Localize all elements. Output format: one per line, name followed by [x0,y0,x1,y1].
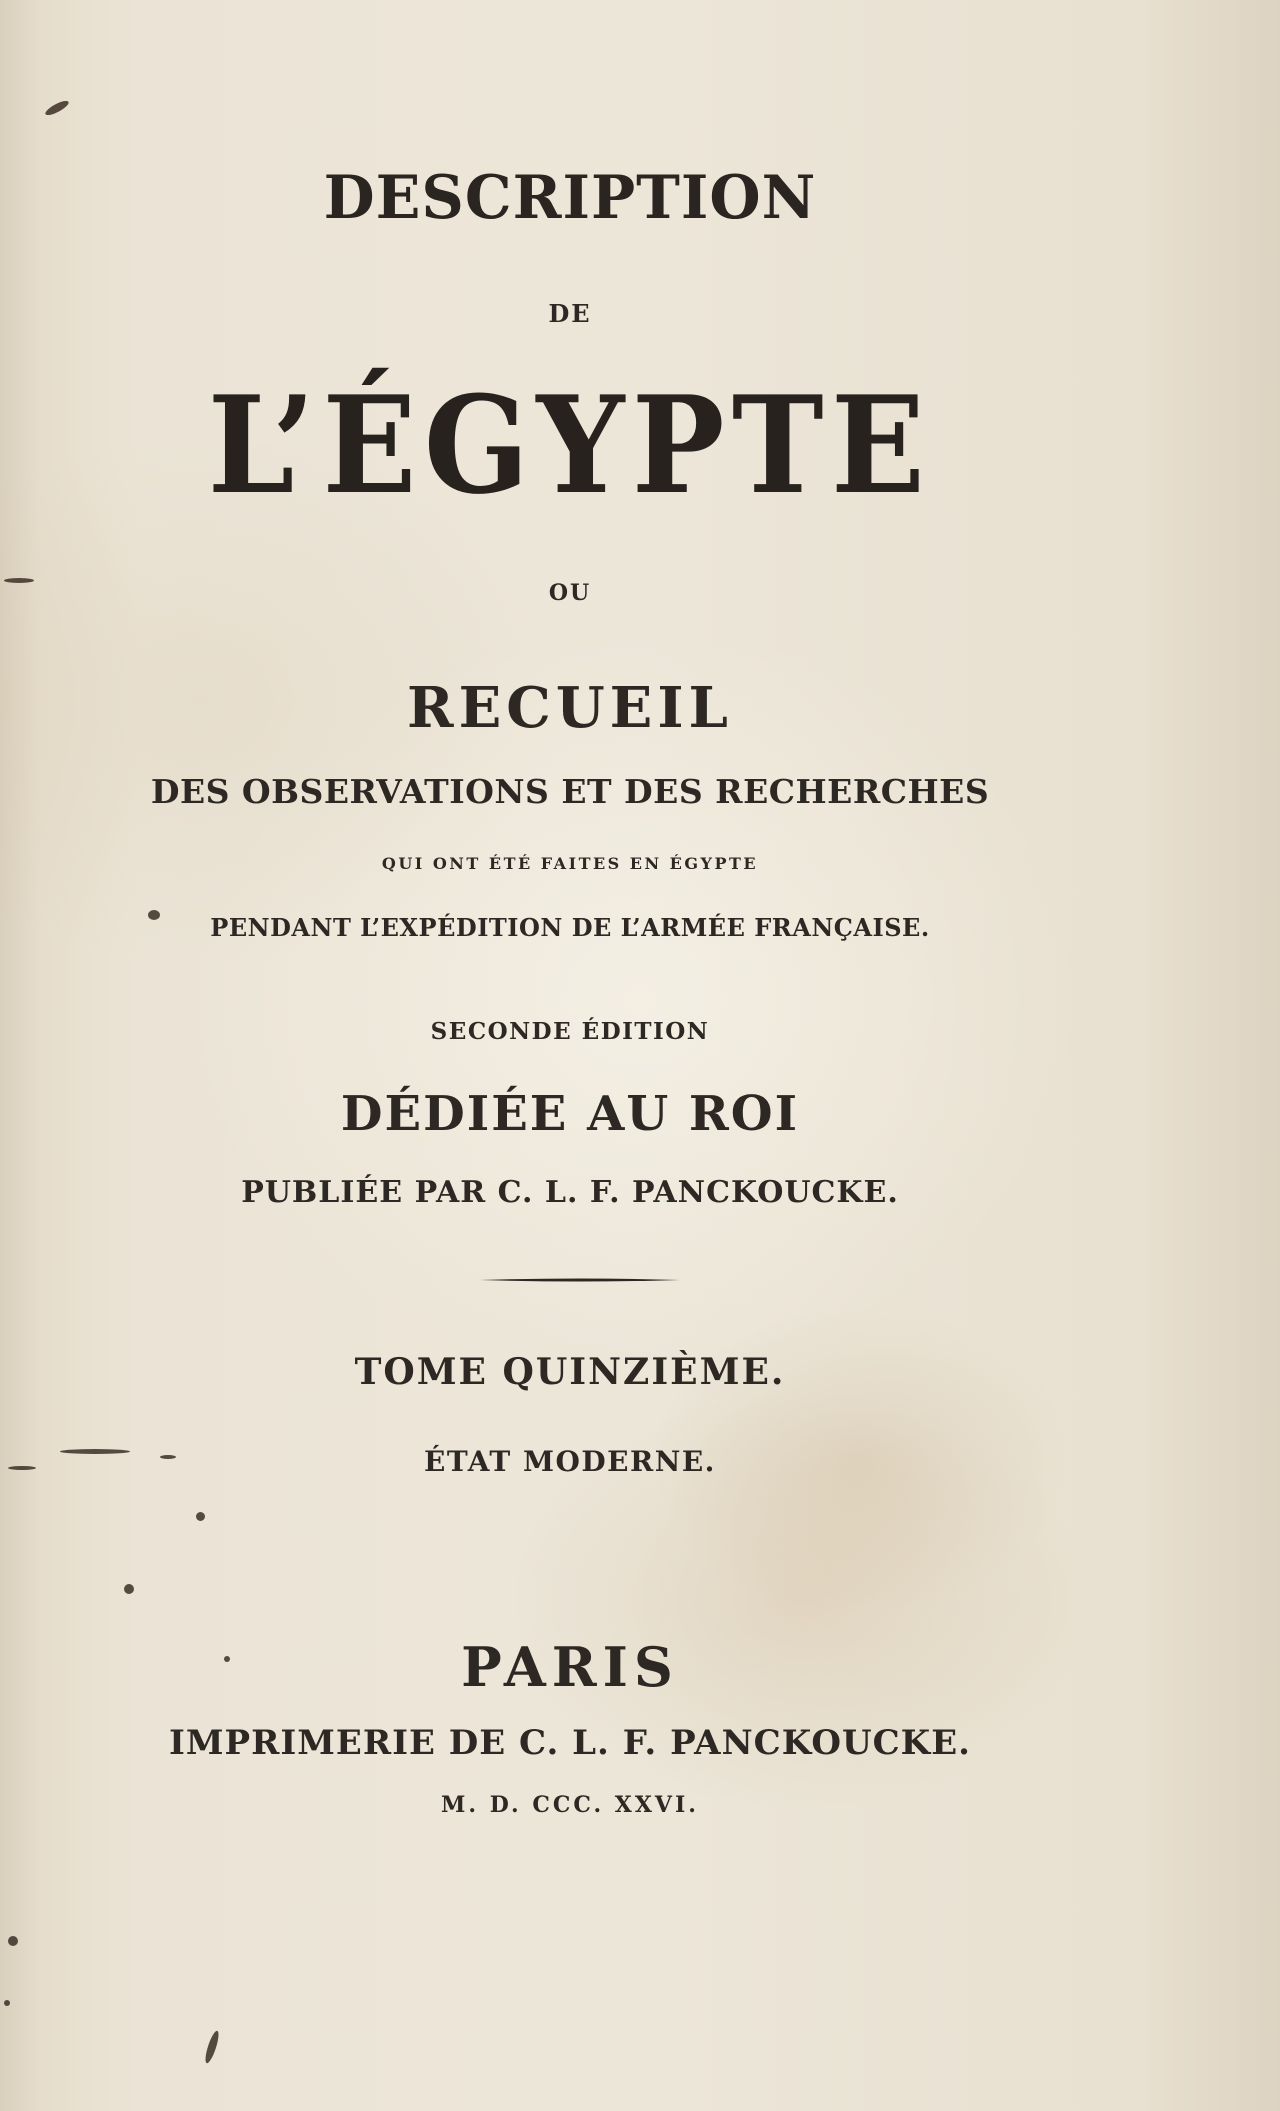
ink-spot [148,910,160,920]
volume-number: TOME QUINZIÈME. [354,1351,786,1393]
ink-spot [203,2030,221,2065]
title-connector-de: DE [548,299,592,328]
imprint-printer: IMPRIMERIE DE C. L. F. PANCKOUCKE. [169,1723,971,1763]
subtitle-observations: DES OBSERVATIONS ET DES RECHERCHES [150,772,990,811]
title-connector-ou: OU [548,580,592,606]
ink-spot [8,1936,18,1946]
subtitle-faites: QUI ONT ÉTÉ FAITES EN ÉGYPTE [381,854,759,873]
ink-spot [224,1656,230,1662]
section-title: ÉTAT MODERNE. [424,1445,716,1478]
ink-spot [8,1466,36,1470]
ink-spot [160,1455,176,1459]
imprint-city: PARIS [461,1635,679,1699]
ink-spot [124,1584,134,1594]
edition-statement: SECONDE ÉDITION [430,1018,710,1045]
ink-spot [196,1512,205,1521]
ink-spot [60,1449,130,1454]
ink-spot [44,98,71,117]
ink-spot [4,2000,10,2006]
book-title: DESCRIPTION [323,163,817,233]
subtitle-recueil: RECUEIL [407,675,733,741]
dedication: DÉDIÉE AU ROI [340,1086,800,1142]
publisher-line: PUBLIÉE PAR C. L. F. PANCKOUCKE. [241,1175,899,1210]
book-subject: L’ÉGYPTE [207,366,933,524]
imprint-year: M. D. CCC. XXVI. [441,1792,699,1818]
ornamental-rule [480,1277,680,1283]
subtitle-expedition: PENDANT L’EXPÉDITION DE L’ARMÉE FRANÇAISE. [210,913,930,942]
ink-spot [4,578,34,583]
